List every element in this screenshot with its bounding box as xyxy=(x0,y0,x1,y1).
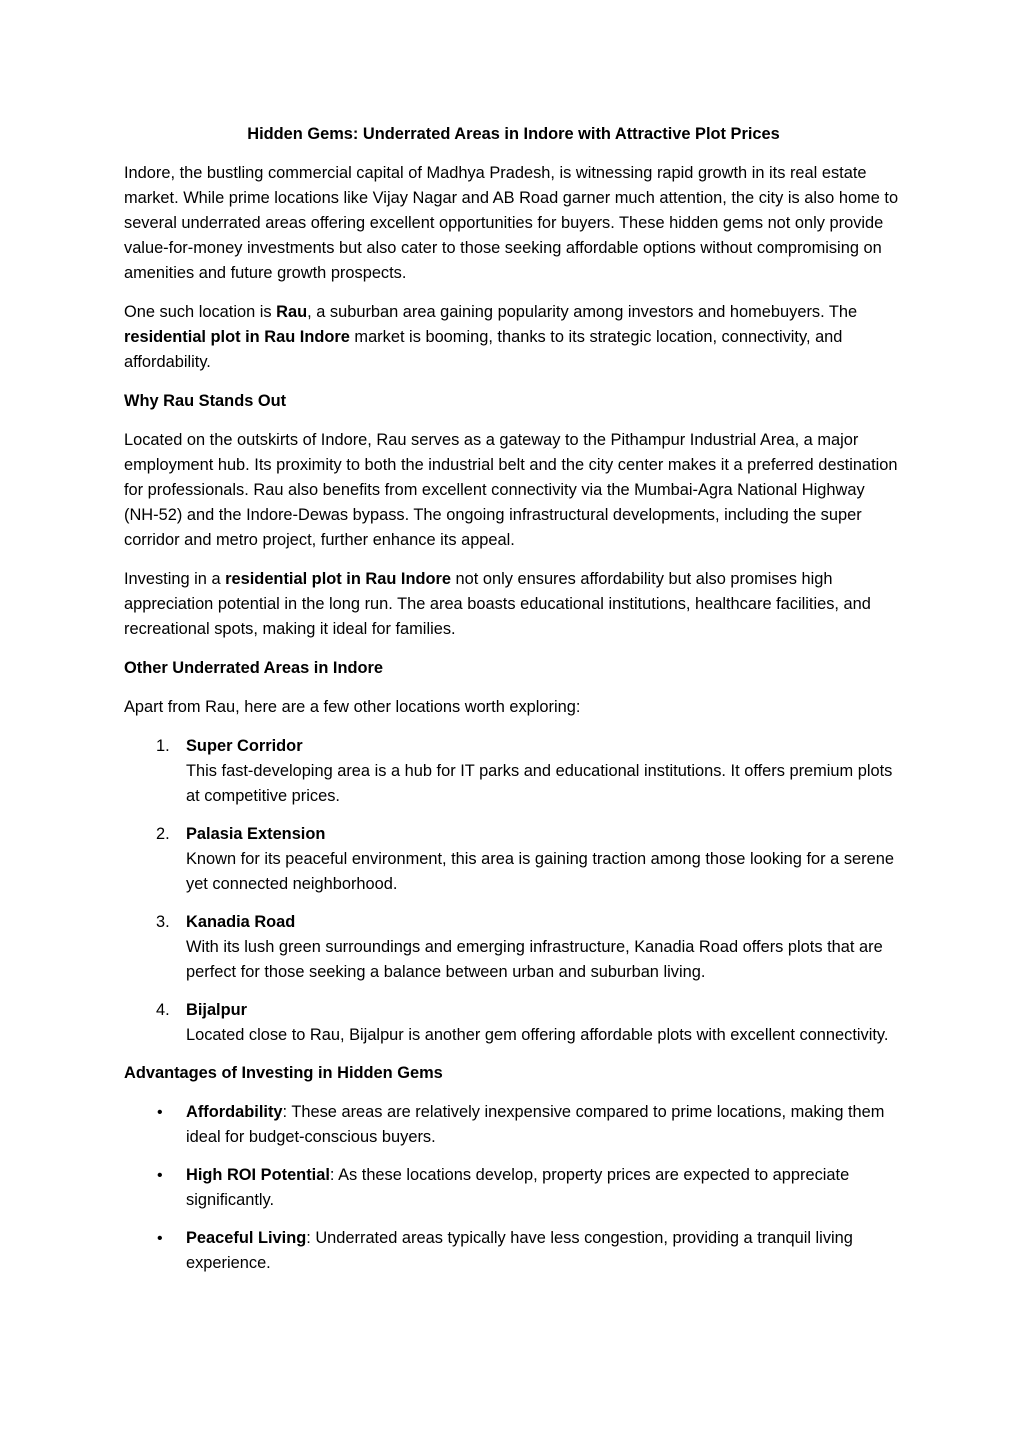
list-number: 2. xyxy=(156,825,170,843)
list-item-title: Affordability xyxy=(186,1103,283,1121)
list-item-description: Located close to Rau, Bijalpur is another gem offering affordable plots with excellent connectivity. xyxy=(186,1026,889,1044)
list-item-title: Kanadia Road xyxy=(186,913,296,931)
list-item xyxy=(124,910,903,985)
text-run: , a suburban area gaining popularity among investors and homebuyers. The xyxy=(307,303,858,321)
section-heading-why-rau: Why Rau Stands Out xyxy=(124,392,287,410)
list-number: 3. xyxy=(156,913,170,931)
list-item-title: Bijalpur xyxy=(186,1001,248,1019)
list-item-description: : These areas are relatively inexpensive compared to prime locations, making them ideal for budget-conscious buyers. xyxy=(186,1103,885,1146)
list-number: 4. xyxy=(156,1001,170,1019)
list-item-title: Peaceful Living xyxy=(186,1229,307,1247)
intro-paragraph: Indore, the bustling commercial capital of Madhya Pradesh, is witnessing rapid growth in its real estate market. While prime locations like Vijay Nagar and AB Road garner much attention, the city is also home to several underrated areas offering excellent opportunities for buyers. These hidden gems not only provide value-for-money investments but also cater to those seeking affordable options without compromising on amenities and future growth prospects. xyxy=(124,164,899,282)
bold-run: residential plot in Rau Indore xyxy=(124,328,350,346)
bullet-icon: • xyxy=(157,1167,163,1184)
list-item xyxy=(124,734,903,809)
list-item-description: : Underrated areas typically have less congestion, providing a tranquil living experience. xyxy=(186,1229,853,1272)
investing-paragraph xyxy=(124,567,903,642)
bullet-icon: • xyxy=(157,1104,163,1121)
list-item-description: With its lush green surroundings and emerging infrastructure, Kanadia Road offers plots that are perfect for those seeking a balance between urban and suburban living. xyxy=(186,938,883,981)
list-item xyxy=(124,1163,903,1213)
why-rau-paragraph: Located on the outskirts of Indore, Rau serves as a gateway to the Pithampur Industrial Area, a major employment hub. Its proximity to both the industrial belt and the city center makes it a preferred destination for professionals. Rau also benefits from excellent connectivity via the Mumbai-Agra National Highway (NH-52) and the Indore-Dewas bypass. The ongoing infrastructural developments, including the super corridor and metro project, further enhance its appeal. xyxy=(124,431,898,549)
list-item xyxy=(124,1100,903,1150)
list-item-description: This fast-developing area is a hub for IT parks and educational institutions. It offers premium plots at competitive prices. xyxy=(186,762,893,805)
list-item xyxy=(124,998,903,1048)
text-run: not only ensures affordability but also promises high appreciation potential in the long run. The area boasts educational institutions, healthcare facilities, and recreational spots, making it ideal for families. xyxy=(124,570,871,638)
list-item xyxy=(124,822,903,897)
list-item-description: Known for its peaceful environment, this area is gaining traction among those looking for a serene yet connected neighborhood. xyxy=(186,850,894,893)
list-item xyxy=(124,1226,903,1276)
bold-run: residential plot in Rau Indore xyxy=(225,570,451,588)
bullet-icon: • xyxy=(157,1230,163,1247)
section-heading-advantages: Advantages of Investing in Hidden Gems xyxy=(124,1064,443,1082)
list-number: 1. xyxy=(156,737,170,755)
text-run: One such location is xyxy=(124,303,277,321)
other-areas-paragraph: Apart from Rau, here are a few other locations worth exploring: xyxy=(124,698,581,716)
list-item-title: Palasia Extension xyxy=(186,825,326,843)
advantages-bullet-list xyxy=(124,1100,903,1276)
list-item-title: Super Corridor xyxy=(186,737,303,755)
text-run: market is booming, thanks to its strategic location, connectivity, and affordability. xyxy=(124,328,843,371)
document-title: Hidden Gems: Underrated Areas in Indore with Attractive Plot Prices xyxy=(247,125,780,143)
list-item-title: High ROI Potential xyxy=(186,1166,330,1184)
rau-intro-paragraph xyxy=(124,300,903,375)
list-item-description: : As these locations develop, property prices are expected to appreciate significantly. xyxy=(186,1166,850,1209)
bold-run: Rau xyxy=(276,303,308,321)
section-heading-other-areas: Other Underrated Areas in Indore xyxy=(124,659,383,677)
areas-numbered-list xyxy=(124,734,903,1048)
text-run: Investing in a xyxy=(124,570,226,588)
